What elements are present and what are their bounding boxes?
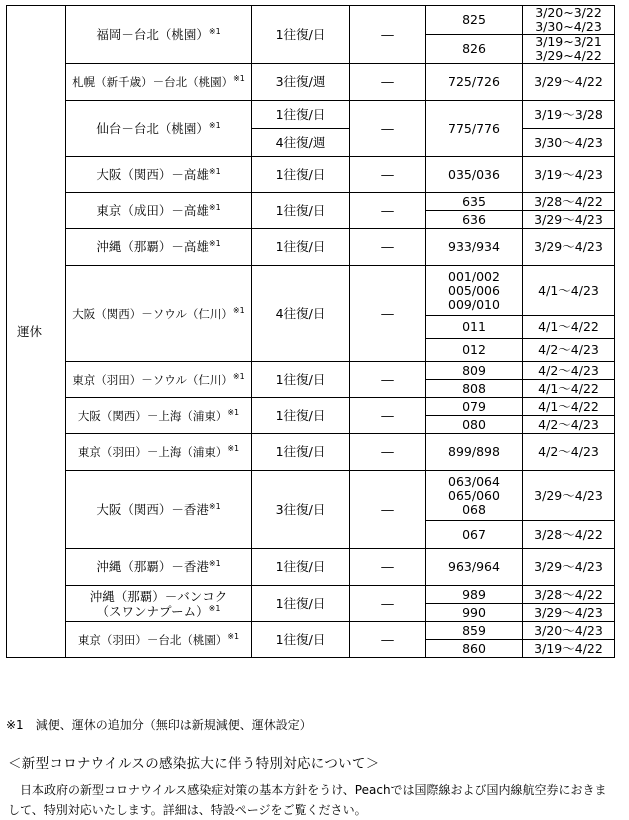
dates-cell: 3/28～4/22	[523, 193, 615, 211]
frequency-cell: 1往復/日	[252, 101, 350, 129]
reduction-cell: ―	[350, 471, 426, 549]
route-cell: 東京（羽田）－台北（桃園）$^{※1}$	[66, 622, 252, 658]
route-cell: 福岡－台北（桃園）$^{※1}$	[66, 6, 252, 64]
table-row	[7, 6, 615, 35]
table-row	[7, 157, 615, 193]
frequency-cell: 1往復/日	[252, 549, 350, 586]
dates-cell: 3/29～4/23	[523, 549, 615, 586]
reduction-cell: ―	[350, 549, 426, 586]
table-row	[7, 549, 615, 586]
body-paragraph	[8, 780, 618, 820]
reduction-cell: ―	[350, 398, 426, 434]
frequency-cell: 3往復/日	[252, 471, 350, 549]
dates-cell: 3/29～4/23	[523, 229, 615, 266]
flight-number-cell: 012	[426, 339, 523, 362]
frequency-cell: 1往復/日	[252, 6, 350, 64]
table-row	[7, 586, 615, 604]
dates-cell: 3/28～4/22	[523, 521, 615, 549]
flight-number-cell: 080	[426, 416, 523, 434]
flight-number-cell: 899/898	[426, 434, 523, 471]
reduction-cell: ―	[350, 6, 426, 64]
route-cell: 仙台－台北（桃園）$^{※1}$	[66, 101, 252, 157]
frequency-cell: 1往復/日	[252, 398, 350, 434]
flight-number-cell: 775/776	[426, 101, 523, 157]
frequency-cell: 1往復/日	[252, 229, 350, 266]
flight-number-cell: 808	[426, 380, 523, 398]
dates-cell: 3/19~3/21 3/29~4/22	[523, 35, 615, 64]
table-row	[7, 101, 615, 129]
dates-cell: 4/2～4/23	[523, 362, 615, 380]
reduction-cell: ―	[350, 362, 426, 398]
frequency-cell: 1往復/日	[252, 586, 350, 622]
flight-number-cell: 063/064 065/060 068	[426, 471, 523, 521]
flight-number-cell: 001/002 005/006 009/010	[426, 266, 523, 316]
reduction-cell: ―	[350, 622, 426, 658]
flight-number-cell: 963/964	[426, 549, 523, 586]
table-row	[7, 622, 615, 640]
route-cell: 東京（羽田）－ソウル（仁川）$^{※1}$	[66, 362, 252, 398]
flight-number-cell: 809	[426, 362, 523, 380]
frequency-cell: 1往復/日	[252, 622, 350, 658]
route-cell: 沖縄（那覇）－高雄$^{※1}$	[66, 229, 252, 266]
route-cell: 大阪（関西）－上海（浦東）$^{※1}$	[66, 398, 252, 434]
reduction-cell: ―	[350, 101, 426, 157]
flight-number-cell: 636	[426, 211, 523, 229]
flight-number-cell: 725/726	[426, 64, 523, 101]
flight-number-cell: 989	[426, 586, 523, 604]
flight-number-cell: 635	[426, 193, 523, 211]
table-row	[7, 434, 615, 471]
route-cell: 札幌（新千歳）－台北（桃園）$^{※1}$	[66, 64, 252, 101]
flight-number-cell: 933/934	[426, 229, 523, 266]
route-cell: 沖縄（那覇）－香港$^{※1}$	[66, 549, 252, 586]
dates-cell: 4/1～4/22	[523, 316, 615, 339]
route-cell: 沖縄（那覇）－バンコク （スワンナプーム）$^{※1}$	[66, 586, 252, 622]
frequency-cell: 3往復/週	[252, 64, 350, 101]
table-row	[7, 64, 615, 101]
table-row	[7, 471, 615, 521]
route-cell: 東京（成田）－高雄$^{※1}$	[66, 193, 252, 229]
section-title: ＜新型コロナウイルスの感染拡大に伴う特別対応について＞	[8, 756, 380, 772]
frequency-cell: 4往復/週	[252, 129, 350, 157]
table-row	[7, 398, 615, 416]
dates-cell: 4/2～4/23	[523, 434, 615, 471]
table-row	[7, 229, 615, 266]
dates-cell: 3/20~3/22 3/30~4/23	[523, 6, 615, 35]
frequency-cell: 1往復/日	[252, 157, 350, 193]
body-text: 日本政府の新型コロナウイルス感染症対策の基本方針をうけ、Peachでは国際線および国内線航空券におきまして、特別対応いたします。詳細は、特設ページをご覧ください。	[8, 783, 607, 817]
flight-number-cell: 826	[426, 35, 523, 64]
reduction-cell: ―	[350, 434, 426, 471]
table-row	[7, 362, 615, 380]
flight-schedule-table	[6, 5, 615, 658]
dates-cell: 3/29～4/22	[523, 64, 615, 101]
dates-cell: 3/28～4/22	[523, 586, 615, 604]
frequency-cell: 1往復/日	[252, 434, 350, 471]
dates-cell: 4/1～4/23	[523, 266, 615, 316]
dates-cell: 4/1～4/22	[523, 380, 615, 398]
table-row	[7, 266, 615, 316]
frequency-cell: 1往復/日	[252, 193, 350, 229]
dates-cell: 3/29～4/23	[523, 604, 615, 622]
route-cell: 東京（羽田）－上海（浦東）$^{※1}$	[66, 434, 252, 471]
reduction-cell: ―	[350, 266, 426, 362]
dates-cell: 4/2～4/23	[523, 339, 615, 362]
reduction-cell: ―	[350, 229, 426, 266]
dates-cell: 3/19～3/28	[523, 101, 615, 129]
flight-number-cell: 860	[426, 640, 523, 658]
route-cell: 大阪（関西）－高雄$^{※1}$	[66, 157, 252, 193]
dates-cell: 3/20～4/23	[523, 622, 615, 640]
dates-cell: 3/19～4/23	[523, 157, 615, 193]
dates-cell: 3/19～4/22	[523, 640, 615, 658]
flight-number-cell: 990	[426, 604, 523, 622]
dates-cell: 4/1～4/22	[523, 398, 615, 416]
reduction-cell: ―	[350, 193, 426, 229]
reduction-cell: ―	[350, 157, 426, 193]
table-row	[7, 193, 615, 211]
flight-number-cell: 859	[426, 622, 523, 640]
dates-cell: 3/30～4/23	[523, 129, 615, 157]
dates-cell: 3/29～4/23	[523, 211, 615, 229]
reduction-cell: ―	[350, 64, 426, 101]
dates-cell: 3/29～4/23	[523, 471, 615, 521]
frequency-cell: 1往復/日	[252, 362, 350, 398]
status-cell: 運休	[7, 6, 66, 658]
flight-number-cell: 067	[426, 521, 523, 549]
dates-cell: 4/2～4/23	[523, 416, 615, 434]
route-cell: 大阪（関西）－ソウル（仁川）$^{※1}$	[66, 266, 252, 362]
flight-number-cell: 825	[426, 6, 523, 35]
flight-number-cell: 011	[426, 316, 523, 339]
flight-number-cell: 079	[426, 398, 523, 416]
footnote: ※1 減便、運休の追加分（無印は新規減便、運休設定）	[6, 718, 312, 732]
route-cell: 大阪（関西）－香港$^{※1}$	[66, 471, 252, 549]
frequency-cell: 4往復/日	[252, 266, 350, 362]
flight-number-cell: 035/036	[426, 157, 523, 193]
reduction-cell: ―	[350, 586, 426, 622]
